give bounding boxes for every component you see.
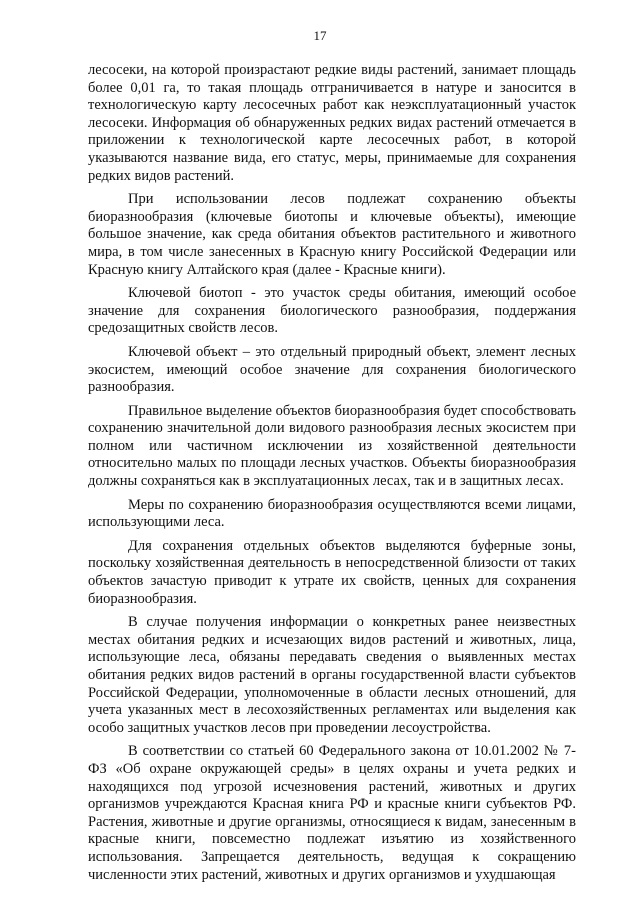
paragraph: В соответствии со статьей 60 Федерального закона от 10.01.2002 № 7-ФЗ «Об охране окружающей среды» в целях охраны и учета редких и находящихся под угрозой исчезновения растений, животных и других организмов учреждаются Красная книга РФ и красные книги субъектов РФ. Растения, животные и другие организмы, относящиеся к видам, занесенным в красные книги, повсеместно подлежат изъятию из хозяйственного использования. Запрещается деятельность, ведущая к сокращению численности этих растений, животных и других организмов и ухудшающая [88, 743, 576, 883]
document-body [88, 62, 576, 890]
page-number: 17 [313, 28, 327, 43]
paragraph: Для сохранения отдельных объектов выделяются буферные зоны, поскольку хозяйственная деятельность в непосредственной близости от таких объектов зачастую приводит к утрате их свойств, ценных для сохранения биоразнообразия. [88, 537, 576, 607]
paragraph: В случае получения информации о конкретных ранее неизвестных местах обитания редких и исчезающих видов растений и животных, лица, использующие леса, обязаны передавать сведения о выявленных местах обитания редких видов растений в органы государственной власти субъектов Российской Федерации, уполномоченные в области лесных отношений, для учета указанных мест в лесохозяйственных регламентах или выделения как особо защитных участков лесов при проведении лесоустройства. [88, 614, 576, 736]
paragraph: Ключевой биотоп - это участок среды обитания, имеющий особое значение для сохранения биологического разнообразия, поддержания средозащитных свойств лесов. [88, 285, 576, 337]
paragraph: Ключевой объект – это отдельный природный объект, элемент лесных экосистем, имеющий особое значение для сохранения биологического разнообразия. [88, 343, 576, 396]
paragraph: При использовании лесов подлежат сохранению объекты биоразнообразия (ключевые биотопы и ключевые объекты), имеющие большое значение, как среда обитания объектов растительного и животного мира, в том числе занесенных в Красную книгу Российской Федерации или Красную книгу Алтайского края (далее - Красные книги). [88, 191, 576, 278]
paragraph: лесосеки, на которой произрастают редкие виды растений, занимает площадь более 0,01 га, то такая площадь отграничивается в натуре и заносится в технологическую карту лесосечных работ как неэксплуатационный участок лесосеки. Информация об обнаруженных редких видах растений отмечается в приложении к технологической карте лесосечных работ, в которой указываются название вида, его статус, меры, принимаемые для сохранения редких видов растений. [88, 62, 576, 184]
paragraph: Правильное выделение объектов биоразнообразия будет способствовать сохранению значительной доли видового разнообразия лесных экосистем при полном или частичном исключении из хозяйственной деятельности относительно малых по площади лесных участков. Объекты биоразнообразия должны сохраняться как в эксплуатационных лесах, так и в защитных лесах. [88, 402, 576, 490]
paragraph: Меры по сохранению биоразнообразия осуществляются всеми лицами, использующими леса. [88, 496, 576, 531]
